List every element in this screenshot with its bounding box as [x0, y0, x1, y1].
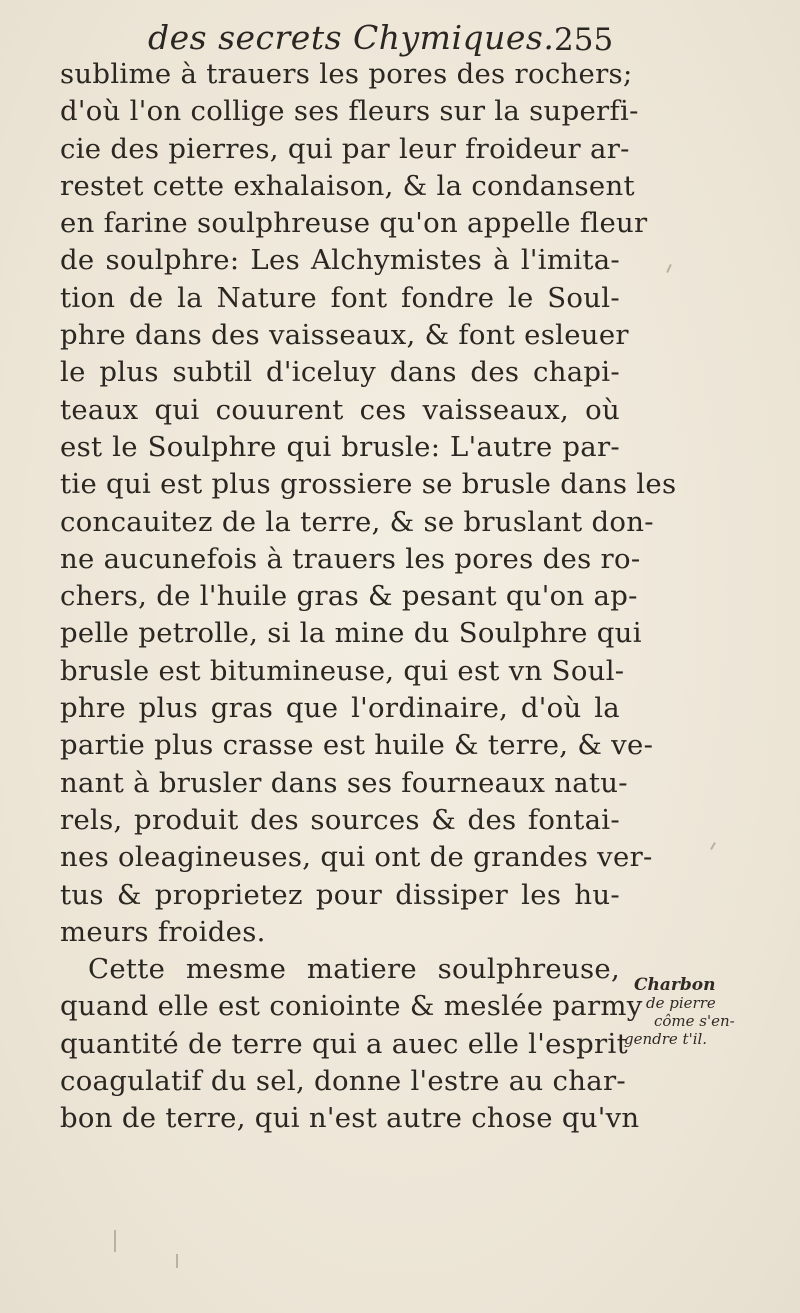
text-line: bon de terre, qui n'est autre chose qu'vn [60, 1102, 640, 1135]
text-line: quand elle est coniointe & meslée parmy [60, 990, 643, 1023]
paper-speck [666, 264, 672, 273]
text-line: est le Soulphre qui brusle: L'autre par- [60, 430, 620, 463]
text-line: partie plus crasse est huile & terre, & ve- [60, 729, 654, 762]
paragraph-start-line: Cette mesme matiere soulphreuse, [88, 953, 620, 986]
paper-speck [114, 1230, 116, 1252]
text-line: restet cette exhalaison, & la condansent [60, 169, 635, 202]
page-number: 255 [554, 22, 614, 58]
text-line: chers, de l'huile gras & pesant qu'on ap- [60, 580, 638, 613]
running-head [0, 14, 800, 62]
text-line: concauitez de la terre, & se bruslant don- [60, 505, 654, 538]
text-line: teaux qui couurent ces vaisseaux, où [60, 393, 620, 426]
text-line: tie qui est plus grossiere se brusle dans les [60, 468, 677, 501]
margin-note-line: Charbon [634, 975, 716, 995]
text-line: le plus subtil d'iceluy dans des chapi- [60, 356, 620, 389]
text-line: brusle est bitumineuse, qui est vn Soul- [60, 654, 625, 687]
text-line: phre dans des vaisseaux, & font esleuer [60, 319, 629, 352]
text-line: en farine soulphreuse qu'on appelle fleur [60, 207, 648, 240]
margin-note-line: côme s'en- [654, 1012, 735, 1030]
text-line: sublime à trauers les pores des rochers; [60, 58, 633, 90]
text-line: meurs froides. [60, 915, 266, 948]
margin-note-line: gendre t'il. [624, 1030, 708, 1048]
text-line: tus & proprietez pour dissiper les hu- [60, 878, 620, 911]
margin-note [622, 976, 792, 1048]
text-line: rels, produit des sources & des fontai- [60, 803, 620, 836]
text-line: nes oleagineuses, qui ont de grandes ver- [60, 841, 653, 874]
text-line: tion de la Nature font fondre le Soul- [60, 281, 620, 314]
text-line: pelle petrolle, si la mine du Soulphre qui [60, 617, 642, 650]
text-line: nant à brusler dans ses fourneaux natu- [60, 766, 628, 799]
paper-speck [176, 1254, 178, 1268]
text-line: ne aucunefois à trauers les pores des ro- [60, 542, 641, 575]
running-title: des secrets Chymiques. [148, 18, 555, 57]
margin-note-line: de pierre [646, 994, 716, 1012]
paper-speck [710, 842, 716, 850]
text-line: coagulatif du sel, donne l'estre au char- [60, 1065, 626, 1098]
text-line: phre plus gras que l'ordinaire, d'où la [60, 692, 620, 725]
text-line: cie des pierres, qui par leur froideur ar- [60, 132, 630, 165]
text-line: quantité de terre qui a auec elle l'esprit [60, 1027, 628, 1060]
text-line: d'où l'on collige ses fleurs sur la superfi- [60, 95, 639, 128]
text-line: de soulphre: Les Alchymistes à l'imita- [60, 244, 620, 277]
